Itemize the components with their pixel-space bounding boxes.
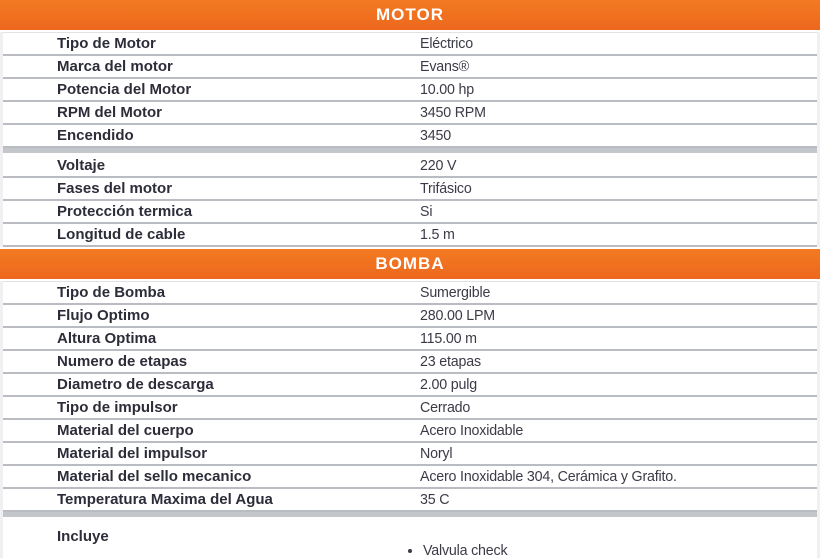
section-title: MOTOR <box>376 5 444 24</box>
spec-row-includes <box>3 519 817 558</box>
spec-row <box>3 155 817 178</box>
row-label: Diametro de descarga <box>57 376 214 393</box>
row-label: Incluye <box>57 528 109 545</box>
row-value: Acero Inoxidable 304, Cerámica y Grafito. <box>420 468 677 485</box>
row-value: Eléctrico <box>420 35 473 52</box>
row-value: Evans® <box>420 58 469 75</box>
spec-row <box>3 351 817 374</box>
row-label: Tipo de Motor <box>57 35 156 52</box>
row-value: Acero Inoxidable <box>420 422 524 439</box>
row-label: Material del impulsor <box>57 445 208 462</box>
row-label: Material del sello mecanico <box>57 468 252 485</box>
row-value: 3450 RPM <box>420 104 486 121</box>
section-title: BOMBA <box>375 254 445 273</box>
block-divider <box>3 512 817 517</box>
spec-row <box>3 374 817 397</box>
spec-row <box>3 178 817 201</box>
row-value: Sumergible <box>420 284 491 301</box>
row-label: Protección termica <box>57 203 193 220</box>
row-label: Tipo de impulsor <box>57 399 178 416</box>
spec-row <box>3 56 817 79</box>
row-value: 1.5 m <box>420 226 455 243</box>
row-value: 115.00 m <box>420 330 477 347</box>
spec-row <box>3 79 817 102</box>
spec-row <box>3 397 817 420</box>
row-label: Potencia del Motor <box>57 81 192 98</box>
row-value: 23 etapas <box>420 353 481 370</box>
section-header <box>0 249 820 279</box>
row-value: 35 C <box>420 491 450 508</box>
spec-row <box>3 281 817 305</box>
spec-row <box>3 102 817 125</box>
spec-row <box>3 32 817 56</box>
spec-row <box>3 420 817 443</box>
spec-row <box>3 443 817 466</box>
row-label: Material del cuerpo <box>57 422 194 439</box>
row-value: Si <box>420 203 433 220</box>
row-value: Trifásico <box>420 180 472 197</box>
row-label: Flujo Optimo <box>57 307 150 324</box>
section-rows <box>0 281 820 558</box>
row-value: 220 V <box>420 157 457 174</box>
spec-row <box>3 305 817 328</box>
row-bullets <box>410 542 512 559</box>
spec-row <box>3 201 817 224</box>
row-label: RPM del Motor <box>57 104 162 121</box>
row-label: Voltaje <box>57 157 106 174</box>
spec-row <box>3 224 817 247</box>
row-label: Marca del motor <box>57 58 173 75</box>
spec-row <box>3 328 817 351</box>
row-label: Tipo de Bomba <box>57 284 166 301</box>
row-label: Longitud de cable <box>57 226 186 243</box>
row-label: Temperatura Maxima del Agua <box>57 491 273 508</box>
row-label: Fases del motor <box>57 180 173 197</box>
row-label: Numero de etapas <box>57 353 188 370</box>
row-label: Altura Optima <box>57 330 157 347</box>
bullet-item: • Valvula check <box>423 542 512 559</box>
spec-row <box>3 125 817 148</box>
row-value: 280.00 LPM <box>420 307 495 324</box>
row-value: Noryl <box>420 445 453 462</box>
row-value: 2.00 pulg <box>420 376 477 393</box>
row-value: 10.00 hp <box>420 81 474 98</box>
block-divider <box>3 148 817 153</box>
spec-row <box>3 489 817 512</box>
row-value: 3450 <box>420 127 451 144</box>
section-rows <box>0 32 820 247</box>
row-label: Encendido <box>57 127 134 144</box>
row-value: Cerrado <box>420 399 471 416</box>
section-header <box>0 0 820 30</box>
spec-row <box>3 466 817 489</box>
